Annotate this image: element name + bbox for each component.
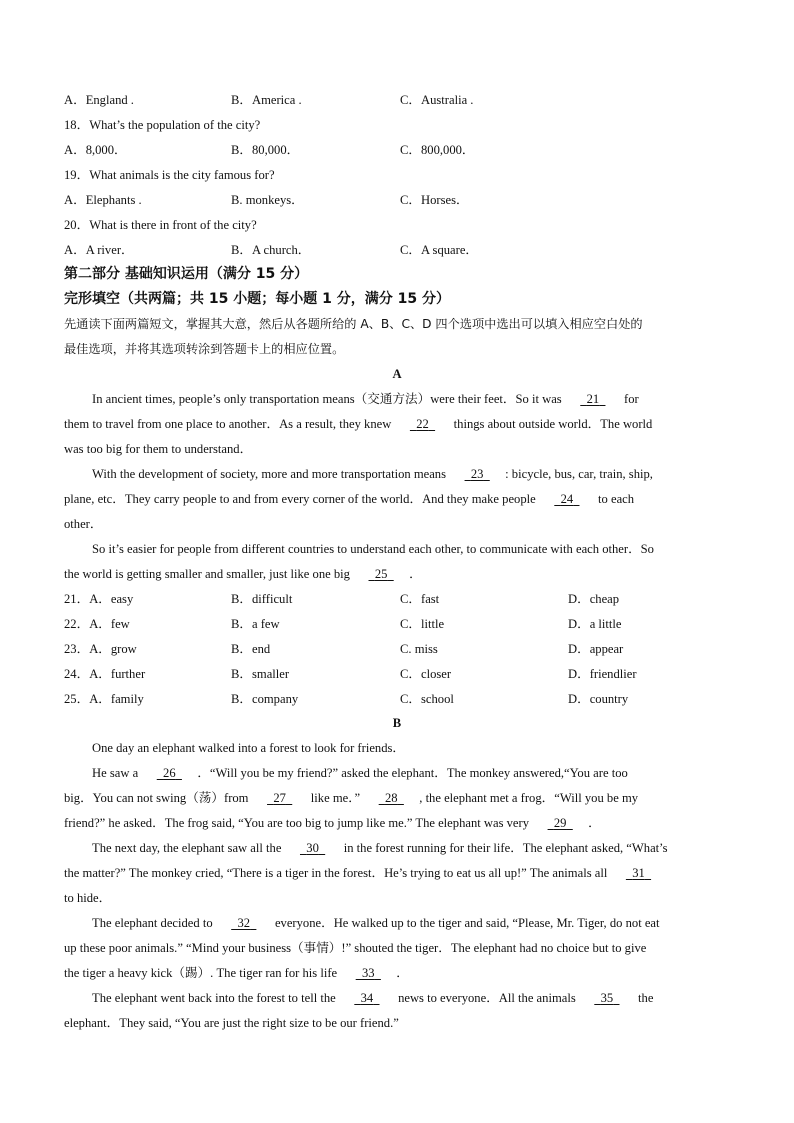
blank-34: 34 (360, 991, 374, 1005)
q22-option-a: 22．A．few (64, 617, 130, 631)
passage-a-line: So it’s easier for people from different countries to understand each other, to communicate with each other．So (92, 542, 654, 556)
blank-22: 22 (416, 417, 429, 431)
blank-30: 30 (306, 841, 319, 855)
q18-option-c: C．800,000． (400, 143, 475, 157)
blank-35: 35 (600, 991, 614, 1005)
blank-23: 23 (470, 467, 484, 481)
passage-b-line: The elephant went back into the forest to tell the 34 news to everyone．All the animals 35 the (92, 991, 654, 1005)
q20-question: 20．What is there in front of the city? (64, 218, 257, 232)
instructions-line-1: 先通读下面两篇短文，掌握其大意，然后从各题所给的 A、B、C、D 四个选项中选出可以填入相应空白处的 (64, 317, 643, 331)
passage-b-line: friend?” he asked．The frog said, “You are too big to jump like me.” The elephant was very 29 ． (64, 816, 601, 830)
blank-31: 31 (632, 866, 645, 880)
passage-a-line: With the development of society, more and more transportation means 23 : bicycle, bus, car, train, ship, (92, 467, 653, 481)
q21-option-b: B．difficult (231, 592, 293, 606)
q18-question: 18．What’s the population of the city? (64, 118, 261, 132)
blank-27: 27 (273, 791, 286, 805)
q21-option-a: 21．A．easy (64, 592, 134, 606)
q19-option-c: C．Horses． (400, 193, 469, 207)
part2-title: 第二部分 基础知识运用（满分 15 分） (64, 266, 309, 282)
q17-option-a: A．England . (64, 93, 134, 107)
q25-option-d: D．country (568, 692, 629, 706)
q24-option-b: B．smaller (231, 667, 290, 681)
passage-b-label: B (392, 716, 402, 730)
blank-29: 29 (553, 816, 567, 830)
q20-option-c: C．A square． (400, 243, 479, 257)
passage-b-line: One day an elephant walked into a forest to look for friends． (92, 741, 405, 755)
passage-a-label: A (392, 367, 402, 381)
blank-21: 21 (586, 392, 600, 406)
passage-b-line: the matter?” The monkey cried, “There is a tiger in the forest．He’s trying to eat us all up!” The animals all 31 (64, 865, 666, 881)
passage-a-line: was too big for them to understand． (64, 442, 253, 456)
q23-option-c: C. miss (400, 642, 438, 656)
blank-33: 33 (361, 966, 375, 980)
passage-a-line: the world is getting smaller and smaller, just like one big 25 ． (64, 567, 422, 581)
passage-a-line: other． (64, 517, 103, 531)
q24-option-a: 24．A．further (64, 667, 146, 681)
passage-b-line: He saw a 26 ．“Will you be my friend?” asked the elephant．The monkey answered,“You are too (92, 766, 628, 780)
q23-option-a: 23．A．grow (64, 642, 137, 656)
blank-32: 32 (237, 916, 251, 930)
q25-option-a: 25．A．family (64, 692, 144, 706)
q21-option-c: C．fast (400, 592, 440, 606)
instructions-line-2: 最佳选项，并将其选项转涂到答题卡上的相应位置。 (64, 342, 345, 356)
passage-b-line: The next day, the elephant saw all the 30 in the forest running for their life．The elephant asked, “What’s (92, 841, 668, 855)
q24-option-d: D．friendlier (568, 667, 637, 681)
q18-option-b: B．80,000． (231, 143, 300, 157)
q20-option-b: B．A church． (231, 243, 311, 257)
q17-option-c: C．Australia . (400, 93, 474, 107)
passage-b-line: up these poor animals.” “Mind your business（事情）!” shouted the tiger．The elephant had no choice but to give (64, 941, 647, 955)
cloze-title: 完形填空（共两篇；共 15 小题；每小题 1 分，满分 15 分） (64, 291, 450, 307)
q25-option-b: B．company (231, 692, 299, 706)
blank-25: 25 (374, 567, 388, 581)
q22-option-b: B．a few (231, 617, 280, 631)
q18-option-a: A．8,000． (64, 143, 127, 157)
passage-a-line: plane, etc．They carry people to and from every corner of the world．And they make people 24 to each (64, 492, 635, 506)
passage-b-line: elephant．They said, “You are just the right size to be our friend.” (64, 1016, 399, 1030)
q25-option-c: C．school (400, 692, 454, 706)
passage-b-line: the tiger a heavy kick（踢）. The tiger ran for his life 33 ． (64, 966, 409, 980)
q21-option-d: D．cheap (568, 592, 620, 606)
blank-24: 24 (560, 492, 574, 506)
q20-option-a: A．A river． (64, 243, 134, 257)
passage-a-line: them to travel from one place to another．As a result, they knew 22 things about outside world．The world (64, 417, 653, 431)
blank-26: 26 (163, 766, 176, 780)
q22-option-d: D．a little (568, 617, 622, 631)
q17-option-b: B．America . (231, 93, 302, 107)
passage-b-line: to hide． (64, 891, 112, 905)
blank-28: 28 (384, 791, 398, 805)
q23-option-b: B．end (231, 642, 271, 656)
passage-a-line: In ancient times, people’s only transportation means（交通方法）were their feet．So it was 21 for (92, 392, 639, 406)
q22-option-c: C．little (400, 617, 445, 631)
q19-question: 19．What animals is the city famous for? (64, 168, 275, 182)
q19-option-b: B. monkeys． (231, 193, 304, 207)
q23-option-d: D．appear (568, 642, 624, 656)
passage-b-line: big．You can not swing（荡）from 27 like me．” 28 , the elephant met a frog．“Will you be my (64, 791, 639, 805)
q24-option-c: C．closer (400, 667, 452, 681)
passage-b-line: The elephant decided to 32 everyone．He walked up to the tiger and said, “Please, Mr. Tiger, do not eat (92, 916, 660, 930)
q19-option-a: A．Elephants . (64, 193, 142, 207)
